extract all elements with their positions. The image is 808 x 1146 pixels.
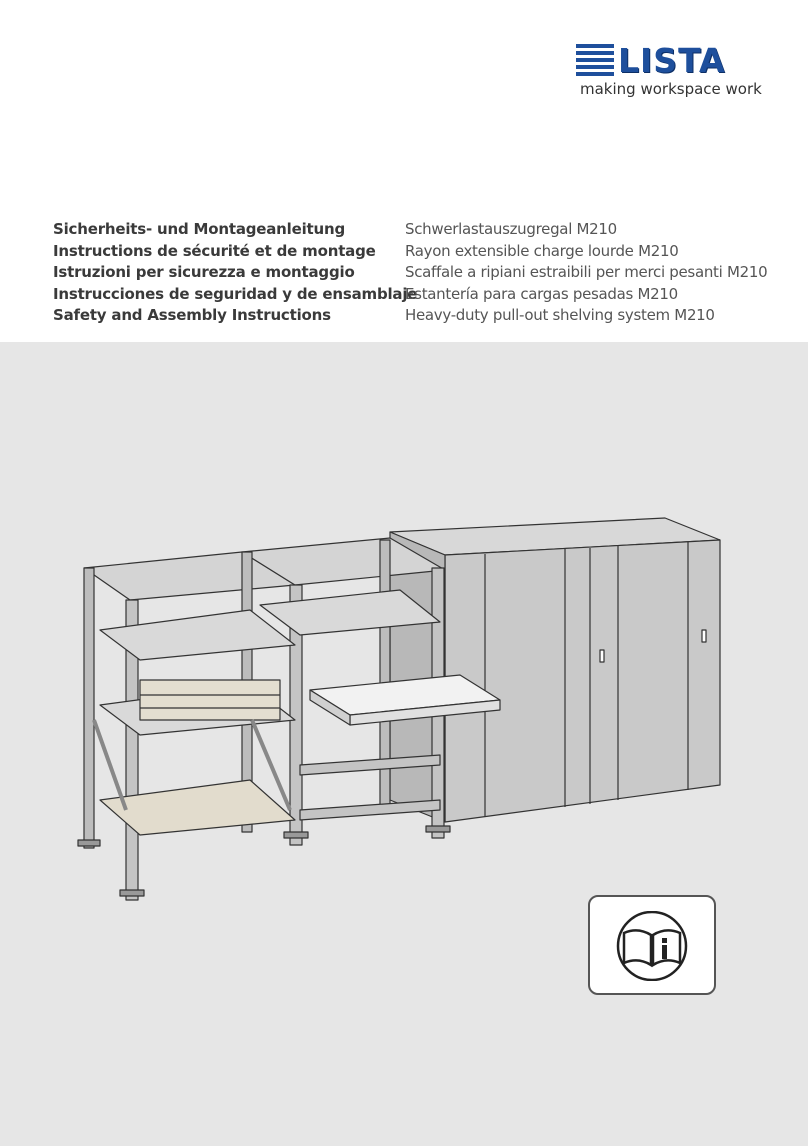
title-de: Sicherheits- und Montageanleitung: [53, 220, 345, 238]
product-de: Schwerlastauszugregal M210: [405, 220, 617, 238]
shelving-system-illustration: [70, 510, 730, 910]
title-fr: Instructions de sécurité et de montage: [53, 241, 376, 260]
brand-tagline: making workspace work: [580, 80, 762, 98]
product-it: Scaffale a ripiani estraibili per merci pesanti M210: [405, 263, 768, 282]
brand-logo: [576, 41, 762, 104]
brand-name: LISTA: [618, 41, 726, 80]
product-titles: [405, 219, 767, 327]
read-manual-info-icon: [606, 911, 698, 981]
title-en: Safety and Assembly Instructions: [53, 306, 331, 325]
lista-stripes-logo-icon: [576, 44, 614, 76]
product-es: Estantería para cargas pesadas M210: [405, 284, 678, 303]
read-manual-info-box: [588, 895, 716, 995]
title-es: Instrucciones de seguridad y de ensamblaje: [53, 284, 418, 303]
title-it: Istruzioni per sicurezza e montaggio: [53, 263, 355, 282]
instruction-titles: [53, 219, 417, 327]
product-fr: Rayon extensible charge lourde M210: [405, 241, 679, 260]
product-en: Heavy-duty pull-out shelving system M210: [405, 306, 715, 325]
